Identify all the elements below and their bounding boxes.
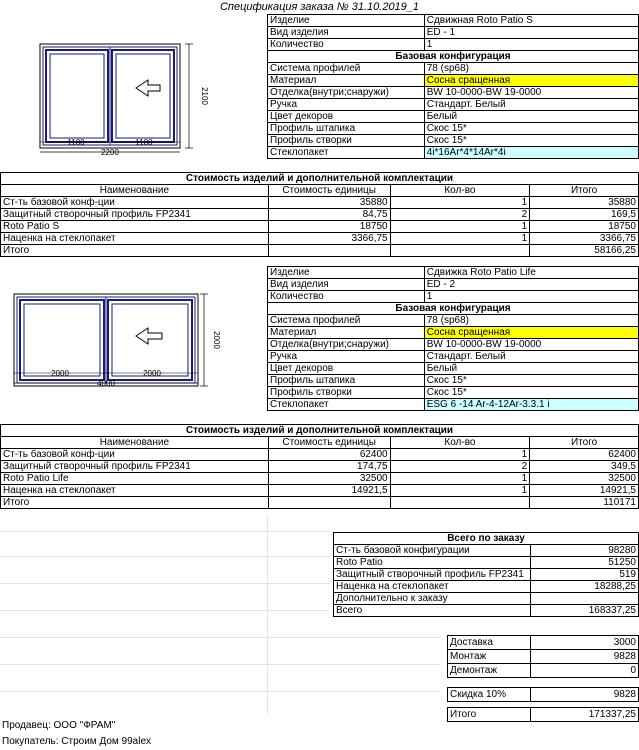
table-row (268, 87, 639, 99)
dim-width-2b: 2000 (143, 369, 161, 378)
table-row (1, 221, 639, 233)
table-row (268, 15, 639, 27)
table-row (448, 650, 639, 664)
summary-value: 18288,25 (530, 581, 638, 593)
cost-name: Roto Patio Life (1, 473, 269, 485)
prop-label: Количество (268, 39, 425, 51)
prop-label: Изделие (268, 267, 425, 279)
config-label: Система профилей (268, 315, 425, 327)
seller-line: Продавец: ООО "ФРАМ" (2, 720, 116, 731)
grand-total-table (447, 707, 639, 722)
table-row (268, 63, 639, 75)
cost-unit: 174,75 (268, 461, 390, 473)
window-frame-1 (40, 44, 180, 148)
summary-label: Ст-ть базовой конфигурации (334, 545, 531, 557)
grid-line (0, 691, 440, 692)
config-value: BW 10-0000-BW 19-0000 (424, 87, 638, 99)
item-total-label: Итого (1, 245, 269, 257)
cost-name: Ст-ть базовой конф-ции (1, 197, 269, 209)
cost-total: 14921,5 (530, 485, 639, 497)
grid-line (0, 556, 330, 557)
table-row (334, 557, 639, 569)
cost-total: 3366,75 (530, 233, 639, 245)
extra-value: 3000 (530, 636, 638, 650)
cost-name: Защитный створочный профиль FP2341 (1, 209, 269, 221)
props-table-2 (267, 266, 639, 411)
prop-label: Изделие (268, 15, 425, 27)
grand-total-value: 171337,25 (530, 708, 638, 722)
table-row (268, 27, 639, 39)
config-value: Стандарт. Белый (424, 351, 638, 363)
summary-label: Всего (334, 605, 531, 617)
config-label: Система профилей (268, 63, 425, 75)
table-row (448, 664, 639, 678)
cost-total: 35880 (530, 197, 639, 209)
grid-line (0, 637, 440, 638)
item-total-label: Итого (1, 497, 269, 509)
grid-line (0, 664, 440, 665)
table-row (268, 303, 639, 315)
cost-total: 18750 (530, 221, 639, 233)
cost-total: 169,5 (530, 209, 639, 221)
config-label: Материал (268, 327, 425, 339)
table-row (1, 449, 639, 461)
cost-total: 32500 (530, 473, 639, 485)
cost-qty: 2 (390, 461, 530, 473)
summary-label: Дополнительно к заказу (334, 593, 531, 605)
cost-unit: 84,75 (268, 209, 390, 221)
window-frame-2 (14, 294, 198, 386)
base-config-title: Базовая конфигурация (268, 51, 639, 63)
dim-width-2a: 2000 (51, 369, 69, 378)
summary-value: 519 (530, 569, 638, 581)
extra-value: 0 (530, 664, 638, 678)
summary-label: Наценка на стеклопакет (334, 581, 531, 593)
cost-name: Ст-ть базовой конф-ции (1, 449, 269, 461)
dim-width-1b: 1100 (135, 138, 153, 147)
table-row (268, 339, 639, 351)
col-header: Итого (530, 185, 639, 197)
config-value: Скос 15* (424, 123, 638, 135)
cost-name: Наценка на стеклопакет (1, 233, 269, 245)
grid-line (0, 583, 330, 584)
config-value: Сосна сращенная (424, 75, 638, 87)
table-row (334, 581, 639, 593)
prop-value: 1 (424, 39, 638, 51)
extra-label: Доставка (448, 636, 531, 650)
table-row (268, 399, 639, 411)
slide-arrow-icon (136, 328, 162, 344)
cost-qty: 1 (390, 221, 530, 233)
page-title: Спецификация заказа № 31.10.2019_1 (219, 1, 420, 13)
window-drawing-2 (0, 264, 268, 424)
dim-height-1: 2100 (200, 87, 209, 105)
config-value: Белый (424, 111, 638, 123)
cost-unit: 35880 (268, 197, 390, 209)
col-header: Кол-во (390, 185, 530, 197)
table-row (268, 39, 639, 51)
config-value: 78 (sp68) (424, 315, 638, 327)
table-row (268, 51, 639, 63)
config-label: Отделка(внутри;снаружи) (268, 339, 425, 351)
table-row (1, 209, 639, 221)
dim-width-1a: 1100 (67, 138, 85, 147)
cost-qty: 2 (390, 209, 530, 221)
config-label: Профиль штапика (268, 123, 425, 135)
table-row (1, 233, 639, 245)
col-header: Наименование (1, 437, 269, 449)
table-row (1, 437, 639, 449)
cost-name: Roto Patio S (1, 221, 269, 233)
config-value: 4i*16Ar*4*14Ar*4i (424, 147, 638, 159)
slide-arrow-icon (136, 80, 160, 96)
table-row (268, 123, 639, 135)
discount-table (447, 687, 639, 702)
cost-qty: 1 (390, 473, 530, 485)
summary-value: 168337,25 (530, 605, 638, 617)
config-label: Отделка(внутри;снаружи) (268, 87, 425, 99)
summary-value: 51250 (530, 557, 638, 569)
config-value: Скос 15* (424, 387, 638, 399)
buyer-line: Покупатель: Строим Дом 99alex (2, 736, 152, 747)
cost-name: Наценка на стеклопакет (1, 485, 269, 497)
table-row (1, 197, 639, 209)
base-config-title: Базовая конфигурация (268, 303, 639, 315)
config-value: 78 (sp68) (424, 63, 638, 75)
config-label: Ручка (268, 351, 425, 363)
prop-label: Вид изделия (268, 279, 425, 291)
extra-label: Монтаж (448, 650, 531, 664)
table-row (1, 461, 639, 473)
summary-value (530, 593, 638, 605)
cost-qty: 1 (390, 233, 530, 245)
table-row (268, 327, 639, 339)
config-label: Профиль створки (268, 135, 425, 147)
cost-qty: 1 (390, 485, 530, 497)
table-row (1, 185, 639, 197)
item-total-value: 110171 (530, 497, 639, 509)
config-label: Ручка (268, 99, 425, 111)
table-row (268, 147, 639, 159)
cost-total: 349,5 (530, 461, 639, 473)
table-row (268, 291, 639, 303)
summary-label: Защитный створочный профиль FP2341 (334, 569, 531, 581)
cost-title: Стоимость изделий и дополнительной комплектации (1, 173, 639, 185)
table-row (268, 279, 639, 291)
grand-total-label: Итого (448, 708, 531, 722)
cost-unit: 32500 (268, 473, 390, 485)
window-drawing-1 (0, 14, 268, 170)
config-value: ESG 6 -14 Ar-4-12Ar-3.3.1 i (424, 399, 638, 411)
prop-value: Сдвижная Roto Patio S (424, 15, 638, 27)
table-row (1, 497, 639, 509)
table-row (1, 485, 639, 497)
table-row (1, 425, 639, 437)
table-row (268, 363, 639, 375)
table-row (1, 173, 639, 185)
summary-value: 98280 (530, 545, 638, 557)
prop-label: Вид изделия (268, 27, 425, 39)
table-row (448, 688, 639, 702)
item-total-value: 58166,25 (530, 245, 639, 257)
cost-name: Защитный створочный профиль FP2341 (1, 461, 269, 473)
config-value: Скос 15* (424, 375, 638, 387)
prop-value: 1 (424, 291, 638, 303)
cost-unit: 3366,75 (268, 233, 390, 245)
cost-unit: 14921,5 (268, 485, 390, 497)
table-row (334, 545, 639, 557)
cost-table-1 (0, 172, 639, 257)
grid-line (267, 515, 268, 715)
table-row (268, 315, 639, 327)
config-value: Скос 15* (424, 135, 638, 147)
cost-unit: 18750 (268, 221, 390, 233)
summary-label: Roto Patio (334, 557, 531, 569)
config-label: Материал (268, 75, 425, 87)
table-row (448, 708, 639, 722)
table-row (334, 605, 639, 617)
config-value: BW 10-0000-BW 19-0000 (424, 339, 638, 351)
cost-qty: 1 (390, 449, 530, 461)
extra-label: Демонтаж (448, 664, 531, 678)
table-row (268, 135, 639, 147)
grid-line (0, 610, 330, 611)
prop-label: Количество (268, 291, 425, 303)
dim-total-2: 4000 (97, 379, 115, 388)
table-row (268, 267, 639, 279)
config-label: Цвет декоров (268, 363, 425, 375)
table-row (268, 99, 639, 111)
table-row (1, 473, 639, 485)
config-label: Профиль штапика (268, 375, 425, 387)
col-header: Стоимость единицы (268, 185, 390, 197)
table-row (1, 245, 639, 257)
table-row (268, 375, 639, 387)
config-label: Стеклопакет (268, 147, 425, 159)
col-header: Кол-во (390, 437, 530, 449)
prop-value: ED - 2 (424, 279, 638, 291)
cost-table-2 (0, 424, 639, 509)
summary-table (333, 532, 639, 617)
table-row (268, 387, 639, 399)
table-row (268, 75, 639, 87)
table-row (334, 569, 639, 581)
dim-total-1: 2200 (101, 148, 119, 157)
col-header: Стоимость единицы (268, 437, 390, 449)
table-row (334, 593, 639, 605)
prop-value: ED - 1 (424, 27, 638, 39)
prop-value: Сдвижка Roto Patio Life (424, 267, 638, 279)
table-row (268, 351, 639, 363)
col-header: Наименование (1, 185, 269, 197)
config-value: Белый (424, 363, 638, 375)
table-row (334, 533, 639, 545)
extra-value: 9828 (530, 650, 638, 664)
cost-unit: 62400 (268, 449, 390, 461)
cost-qty: 1 (390, 197, 530, 209)
extras-table (447, 635, 639, 678)
cost-total: 62400 (530, 449, 639, 461)
config-label: Профиль створки (268, 387, 425, 399)
grid-line (0, 531, 330, 532)
table-row (268, 111, 639, 123)
cost-title: Стоимость изделий и дополнительной комплектации (1, 425, 639, 437)
config-value: Сосна сращенная (424, 327, 638, 339)
table-row (448, 636, 639, 650)
discount-label: Скидка 10% (448, 688, 531, 702)
discount-value: 9828 (530, 688, 638, 702)
dim-height-2: 2000 (212, 331, 221, 349)
summary-title: Всего по заказу (334, 533, 639, 545)
config-label: Цвет декоров (268, 111, 425, 123)
config-value: Стандарт. Белый (424, 99, 638, 111)
config-label: Стеклопакет (268, 399, 425, 411)
col-header: Итого (530, 437, 639, 449)
props-table-1 (267, 14, 639, 159)
